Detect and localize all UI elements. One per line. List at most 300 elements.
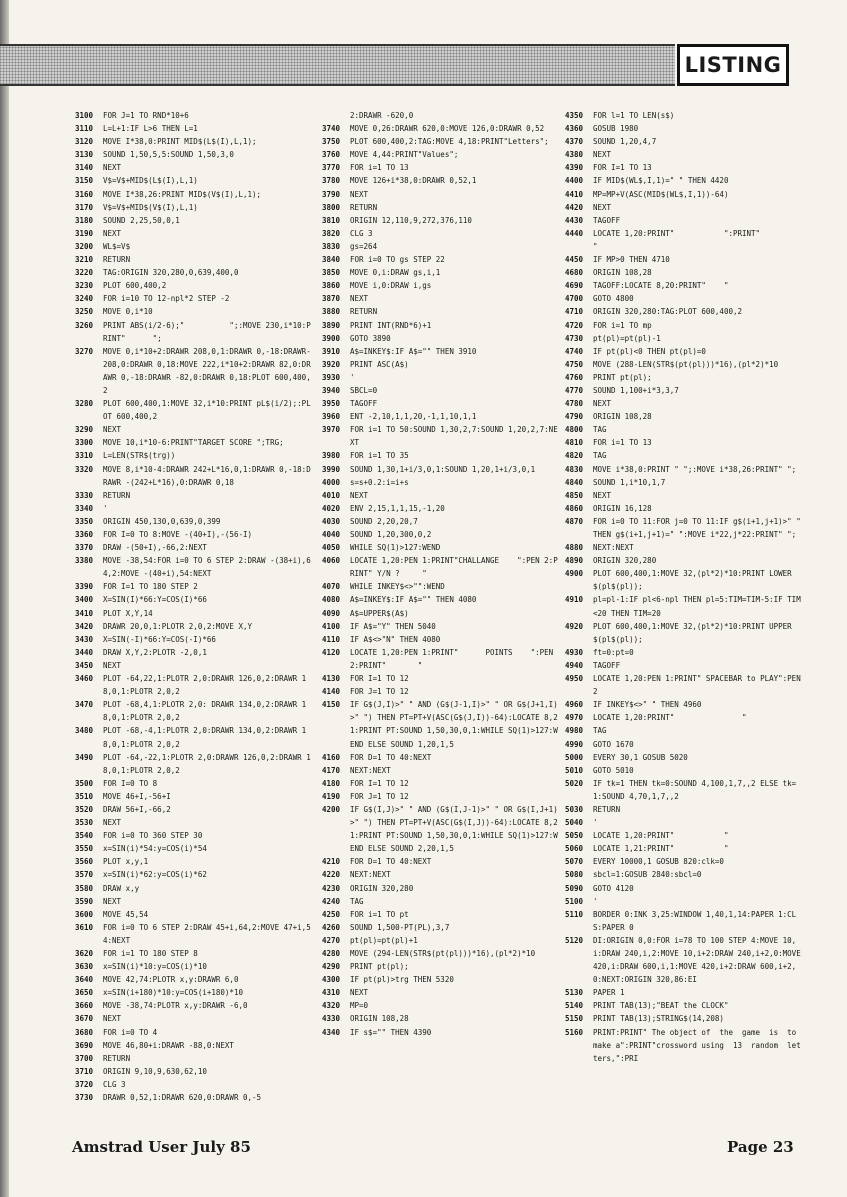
code-text: ' [103,503,108,513]
code-text: PLOT -68,4,1:PLOTR 2,0: DRAWR 134,0,2:DRAWR 18,0,1:PLOTR 2,0,2 [103,700,307,723]
listing-column-2 [322,109,558,1039]
code-line [322,528,558,541]
code-text: NEXT [593,399,612,409]
code-line [565,659,801,672]
code-text: ORIGIN 12,110,9,272,376,110 [350,215,472,225]
code-text: MOVE 45,54 [103,909,149,919]
line-number: 3620 [75,949,94,958]
line-number: 3270 [75,346,94,356]
code-text: PRINT ASC(A$) [350,359,409,369]
code-text: ENV 2,15,1,1,15,-1,20 [350,503,445,513]
line-number: 4050 [322,543,341,553]
code-line [565,397,801,410]
code-line [565,895,801,908]
line-number: 4840 [565,477,584,487]
code-text: FOR I=1 TO 12 [350,778,409,788]
code-line [565,554,801,567]
line-number: 4000 [322,477,341,487]
line-number: 3370 [75,543,94,553]
code-line [565,371,801,384]
code-text: SOUND 1,100+i*3,3,7 [593,385,679,395]
line-number: 4060 [322,556,341,566]
code-line [75,724,311,750]
line-number: 3590 [75,896,94,906]
code-text: MOVE -38,54:FOR i=0 TO 6 STEP 2:DRAW -(38+i),64,2:MOVE -(40+i),54:NEXT [103,556,311,579]
line-number: 4350 [565,111,584,120]
line-number: 4720 [565,320,584,330]
code-line [75,397,311,423]
code-text: GOTO 3890 [350,333,391,343]
code-line [75,868,311,881]
code-text: PLOT 600,400,1:MOVE 32,(pl*2)*10:PRINT UPPER$(pl$(pl)); [593,621,792,644]
code-text: TAGOFF:LOCATE 8,20:PRINT" " [593,281,729,291]
code-text: NEXT:NEXT [350,870,391,880]
code-text: FOR i=0 TO 360 STEP 30 [103,831,203,841]
code-line [75,502,311,515]
code-text: FOR I=1 TO 12 [350,674,409,684]
code-text: FOR I=1 TO 13 [593,163,652,173]
line-number: 3200 [75,241,94,251]
code-text: FOR i=0 TO 4 [103,1027,158,1037]
line-number: 4810 [565,438,584,448]
code-text: FOR D=1 TO 40:NEXT [350,857,432,867]
code-line [565,292,801,305]
line-number: 3970 [322,425,341,435]
line-number: 3420 [75,621,94,631]
line-number: 4310 [322,988,341,998]
code-text: TAGOFF [593,215,621,225]
code-line [322,908,558,921]
line-number: 4360 [565,124,584,134]
code-line [322,161,558,174]
code-line [75,135,311,148]
line-number: 4340 [322,1027,341,1037]
line-number: 3760 [322,150,341,160]
code-line [75,659,311,672]
line-number: 3750 [322,137,341,147]
code-text: MOVE 10,i*10-6:PRINT"TARGET SCORE ";TRG; [103,438,284,448]
footer-page-number: Page 23 [727,1138,794,1156]
code-line [322,921,558,934]
code-line [322,463,558,476]
code-line [565,515,806,541]
code-line [75,292,311,305]
line-number: 3320 [75,464,94,474]
line-number: 3470 [75,700,94,710]
line-number: 3440 [75,647,94,657]
code-line [75,253,311,266]
code-line [322,109,558,122]
code-line [565,109,801,122]
code-text: FOR i=1 TO pt [350,909,409,919]
code-text: PRINT:PRINT" The object of the game is to make a":PRINT"crossword using 13 random letters,":PRI [593,1027,801,1063]
line-number: 3880 [322,307,341,317]
line-number: 5100 [565,896,584,906]
line-number: 3910 [322,346,341,356]
code-text: A$=INKEY$:IF A$="" THEN 4080 [350,595,477,605]
code-line [322,122,558,135]
line-number: 3710 [75,1066,94,1076]
code-text: MOVE (294-LEN(STR$(pt(pl)))*16),(pl*2)*10 [350,949,536,958]
code-line [565,135,801,148]
line-number: 3350 [75,516,94,526]
code-text: WHILE SQ(1)>127:WEND [350,543,441,553]
code-text: X=SIN(I)*66:Y=COS(I)*66 [103,595,207,605]
code-text: RETURN [103,255,131,265]
code-line [322,397,558,410]
line-number: 3250 [75,307,94,317]
code-line [565,423,801,436]
code-text: PLOT -68,-4,1:PLOTR 2,0:DRAWR 134,0,2:DRAWR 18,0,1:PLOTR 2,0,2 [103,726,307,749]
code-line [75,109,311,122]
code-line [322,698,558,750]
code-text: FOR i=1 TO 13 [350,163,409,173]
line-number: 3900 [322,333,341,343]
code-text: LOCATE 1,20:PEN 1:PRINT" POINTS ":PEN 2:PRINT" " [350,647,558,670]
line-number: 4890 [565,556,584,566]
code-text: MP=0 [350,1001,369,1011]
code-line [75,816,311,829]
code-text: NEXT [103,660,122,670]
code-text: ' [593,896,598,906]
line-number: 4120 [322,647,341,657]
code-text: ORIGIN 108,28 [593,268,652,278]
code-text: x=SIN(i)*10:y=COS(i)*10 [103,962,207,972]
line-number: 4210 [322,857,341,867]
line-number: 3870 [322,294,341,304]
code-line [565,672,806,698]
line-number: 4370 [565,137,584,147]
code-line [75,201,311,214]
code-text: L=LEN(STR$(trg)) [103,451,176,461]
code-line [75,593,311,606]
line-number: 4140 [322,687,341,697]
line-number: 4830 [565,464,584,474]
section-tag: LISTING [677,44,789,86]
code-line [75,148,311,161]
code-text: MOVE -38,74:PLOTR x,y:DRAWR -6,0 [103,1001,248,1011]
code-text: DRAW X,Y,2:PLOTR -2,0,1 [103,647,207,657]
code-text: V$=V$+MID$(L$(I),L,1) [103,176,198,186]
code-line [322,855,558,868]
code-line [565,777,801,803]
code-line [322,934,558,947]
code-line [75,1065,311,1078]
code-line [565,541,801,554]
code-line [322,580,558,593]
line-number: 4390 [565,163,584,173]
code-line [322,554,558,580]
code-text: A$=UPPER$(A$) [350,608,409,618]
line-number: 4450 [565,255,584,265]
code-text: WHILE INKEY$<>"":WEND [350,582,445,592]
code-text: PLOT -64,22,1:PLOTR 2,0:DRAWR 126,0,2:DRAWR 18,0,1:PLOTR 2,0,2 [103,674,307,697]
line-number: 4130 [322,674,341,684]
line-number: 3830 [322,241,341,251]
code-line [75,790,311,803]
code-text: TAG [593,451,607,461]
line-number: 3940 [322,385,341,395]
line-number: 4990 [565,739,584,749]
line-number: 3110 [75,124,94,134]
line-number: 4160 [322,752,341,762]
code-text: PLOT -64,-22,1:PLOTR 2,0:DRAWR 126,0,2:DRAWR 18,0,1:PLOTR 2,0,2 [103,752,311,775]
code-text: GOTO 4800 [593,294,634,304]
code-line [322,1012,558,1025]
code-text: ORIGIN 320,280:TAG:PLOT 600,400,2 [593,307,743,317]
line-number: 3460 [75,674,94,684]
code-line [322,803,558,855]
line-number: 3510 [75,791,94,801]
code-line [322,973,558,986]
line-number: 4960 [565,700,584,710]
line-number: 3330 [75,490,94,500]
code-text: PLOT X,Y,14 [103,608,153,618]
code-line [322,868,558,881]
code-line [565,332,801,345]
line-number: 4090 [322,608,341,618]
line-number: 3650 [75,988,94,998]
line-number: 3680 [75,1027,94,1037]
code-line [565,266,801,279]
code-text: NEXT [593,490,612,500]
line-number: 3300 [75,438,94,448]
code-line [322,279,558,292]
code-text: x=SIN(i)*54:y=COS(i)*54 [103,844,207,854]
code-text: NEXT [103,163,122,173]
code-text: NEXT [350,988,369,998]
line-number: 3410 [75,608,94,618]
code-text: EVERY 30,1 GOSUB 5020 [593,752,688,762]
line-number: 3820 [322,228,341,238]
code-text: PLOT 600,400,1:MOVE 32,i*10:PRINT pL$(i/2);:PLOT 600,400,2 [103,399,311,422]
code-line [322,358,558,371]
code-text: IF MID$(WL$,I,1)=" " THEN 4420 [593,176,729,186]
code-line [322,410,558,423]
line-number: 3380 [75,556,94,566]
code-text: FOR I=0 TO 8 [103,778,158,788]
code-text: TAGOFF [593,660,621,670]
line-number: 3140 [75,163,94,173]
line-number: 5000 [565,752,584,762]
code-line [322,607,558,620]
line-number: 3220 [75,268,94,278]
code-text: LOCATE 1,20:PRINT" " [593,831,729,841]
code-line [565,593,801,619]
code-text: pl=pl-1:IF pl<6-npl THEN pl=5:TIM=TIM-5:IF TIM<20 THEN TIM=20 [593,595,801,618]
line-number: 5020 [565,778,584,788]
line-number: 5120 [565,935,584,945]
code-text: L=L+1:IF L>6 THEN L=1 [103,124,198,134]
code-text: MOVE 0,i*10 [103,307,153,317]
code-text: FOR i=1 TO 35 [350,451,409,461]
code-line [75,672,311,698]
line-number: 3810 [322,215,341,225]
code-line [322,227,558,240]
code-line [565,803,801,816]
line-number: 5040 [565,818,584,828]
code-line [75,279,311,292]
line-number: 3150 [75,176,94,186]
code-text: IF s$="" THEN 4390 [350,1027,432,1037]
code-text: TAG [350,896,364,906]
code-text: MOVE 8,i*10-4:DRAWR 242+L*16,0,1:DRAWR 0,-18:DRAWR -(242+L*16),0:DRAWR 0,18 [103,464,311,487]
line-number: 4280 [322,949,341,958]
code-line [322,685,558,698]
code-text: FOR i=0 TO gs STEP 22 [350,255,445,265]
code-text: MOVE 0,26:DRAWR 620,0:MOVE 126,0:DRAWR 0,52 [350,124,545,134]
line-number: 5150 [565,1014,584,1024]
line-number: 4220 [322,870,341,880]
code-text: RETURN [350,307,378,317]
code-line [322,777,558,790]
line-number: 3490 [75,752,94,762]
line-number: 4880 [565,543,584,553]
code-line [322,384,558,397]
code-line [565,345,801,358]
code-line [565,868,801,881]
line-number: 4440 [565,228,584,238]
code-text: SBCL=0 [350,385,378,395]
code-line [75,1039,311,1052]
code-line [75,227,311,240]
code-text: pt(pl)=pt(pl)+1 [350,935,418,945]
line-number: 4080 [322,595,341,605]
code-line [75,188,311,201]
line-number: 4260 [322,922,341,932]
line-number: 3570 [75,870,94,880]
code-text: TAG:ORIGIN 320,280,0,639,400,0 [103,268,239,278]
code-text: MOVE 46+I,-56+I [103,791,171,801]
line-number: 3770 [322,163,341,173]
code-text: RETURN [103,490,131,500]
code-text: FOR i=0 TO 6 STEP 2:DRAW 45+i,64,2:MOVE 47+i,54:NEXT [103,922,311,945]
code-text: IF MP>0 THEN 4710 [593,255,670,265]
code-line [565,227,810,253]
code-text: SOUND 1,20,4,7 [593,137,657,147]
code-text: ft=0:pt=0 [593,647,634,657]
code-text: NEXT [593,150,612,160]
code-line [75,1052,311,1065]
code-text: MOVE (288-LEN(STR$(pt(pl)))*16),(pl*2)*10 [593,359,779,369]
code-line [75,646,311,659]
code-line [565,436,801,449]
code-text: PRINT INT(RND*6)+1 [350,320,432,330]
code-line [75,633,311,646]
code-line [75,554,311,580]
line-number: 4690 [565,281,584,291]
code-line [75,1026,311,1039]
line-number: 4320 [322,1001,341,1011]
code-text: PLOT 600,400,2:TAG:MOVE 4,18:PRINT"Letters"; [350,137,549,147]
code-line [75,842,311,855]
line-number: 4030 [322,516,341,526]
code-line [322,305,558,318]
code-text: NEXT [103,896,122,906]
line-number: 3340 [75,503,94,513]
code-line [565,449,801,462]
code-text: RETURN [103,1053,131,1063]
code-line [322,960,558,973]
line-number: 4400 [565,176,584,186]
code-line [322,633,558,646]
code-line [75,698,311,724]
line-number: 3400 [75,595,94,605]
code-line [565,384,801,397]
line-number: 4190 [322,791,341,801]
code-text: FOR I=0 TO 8:MOVE -(40+I),-(56-I) [103,530,253,539]
line-number: 3890 [322,320,341,330]
line-number: 4730 [565,333,584,343]
code-line [75,580,311,593]
code-text: MOVE 126+i*38,0:DRAWR 0,52,1 [350,176,477,186]
code-line [75,122,311,135]
line-number: 3290 [75,425,94,435]
line-number: 4040 [322,530,341,539]
code-text: NEXT [103,425,122,435]
line-number: 4760 [565,372,584,382]
code-line [322,266,558,279]
code-text: FOR l=1 TO LEN(s$) [593,111,675,120]
code-text: IF A$<>"N" THEN 4080 [350,634,441,644]
code-line [565,476,801,489]
code-line [565,986,801,999]
code-line [565,358,801,371]
code-line [565,698,801,711]
line-number: 4170 [322,765,341,775]
line-number: 4420 [565,202,584,212]
line-number: 4700 [565,294,584,304]
code-text: sbcl=1:GOSUB 2840:sbcl=0 [593,870,702,880]
line-number: 3850 [322,268,341,278]
code-line [565,188,801,201]
code-text: RETURN [593,804,621,814]
code-line [565,764,801,777]
line-number: 3530 [75,818,94,828]
code-line [75,1091,311,1104]
code-line [75,528,311,541]
code-text: ORIGIN 108,28 [350,1014,409,1024]
line-number: 5050 [565,831,584,841]
code-line [565,253,801,266]
code-text: TAG [593,425,607,435]
line-number: 3160 [75,189,94,199]
line-number: 3130 [75,150,94,160]
code-line [75,449,311,462]
listing-column-3 [565,109,810,1065]
line-number: 4200 [322,804,341,814]
code-line [75,855,311,868]
code-text: ORIGIN 9,10,9,630,62,10 [103,1066,207,1076]
code-line [322,672,558,685]
line-number: 3630 [75,962,94,972]
code-line [565,842,801,855]
line-number: 4970 [565,713,584,723]
code-line [75,345,311,397]
code-text: CLG 3 [103,1079,126,1089]
code-line [75,463,311,489]
code-text: FOR i=1 TO mp [593,320,652,330]
code-line [565,1012,801,1025]
line-number: 3230 [75,281,94,291]
line-number: 3390 [75,582,94,592]
header-banner [0,44,675,86]
code-text: NEXT [103,1014,122,1024]
line-number: 3120 [75,137,94,147]
code-text: DRAW -(50+I),-66,2:NEXT [103,543,207,553]
line-number: 4680 [565,268,584,278]
code-text: PRINT TAB(13);"BEAT the CLOCK" [593,1001,729,1011]
